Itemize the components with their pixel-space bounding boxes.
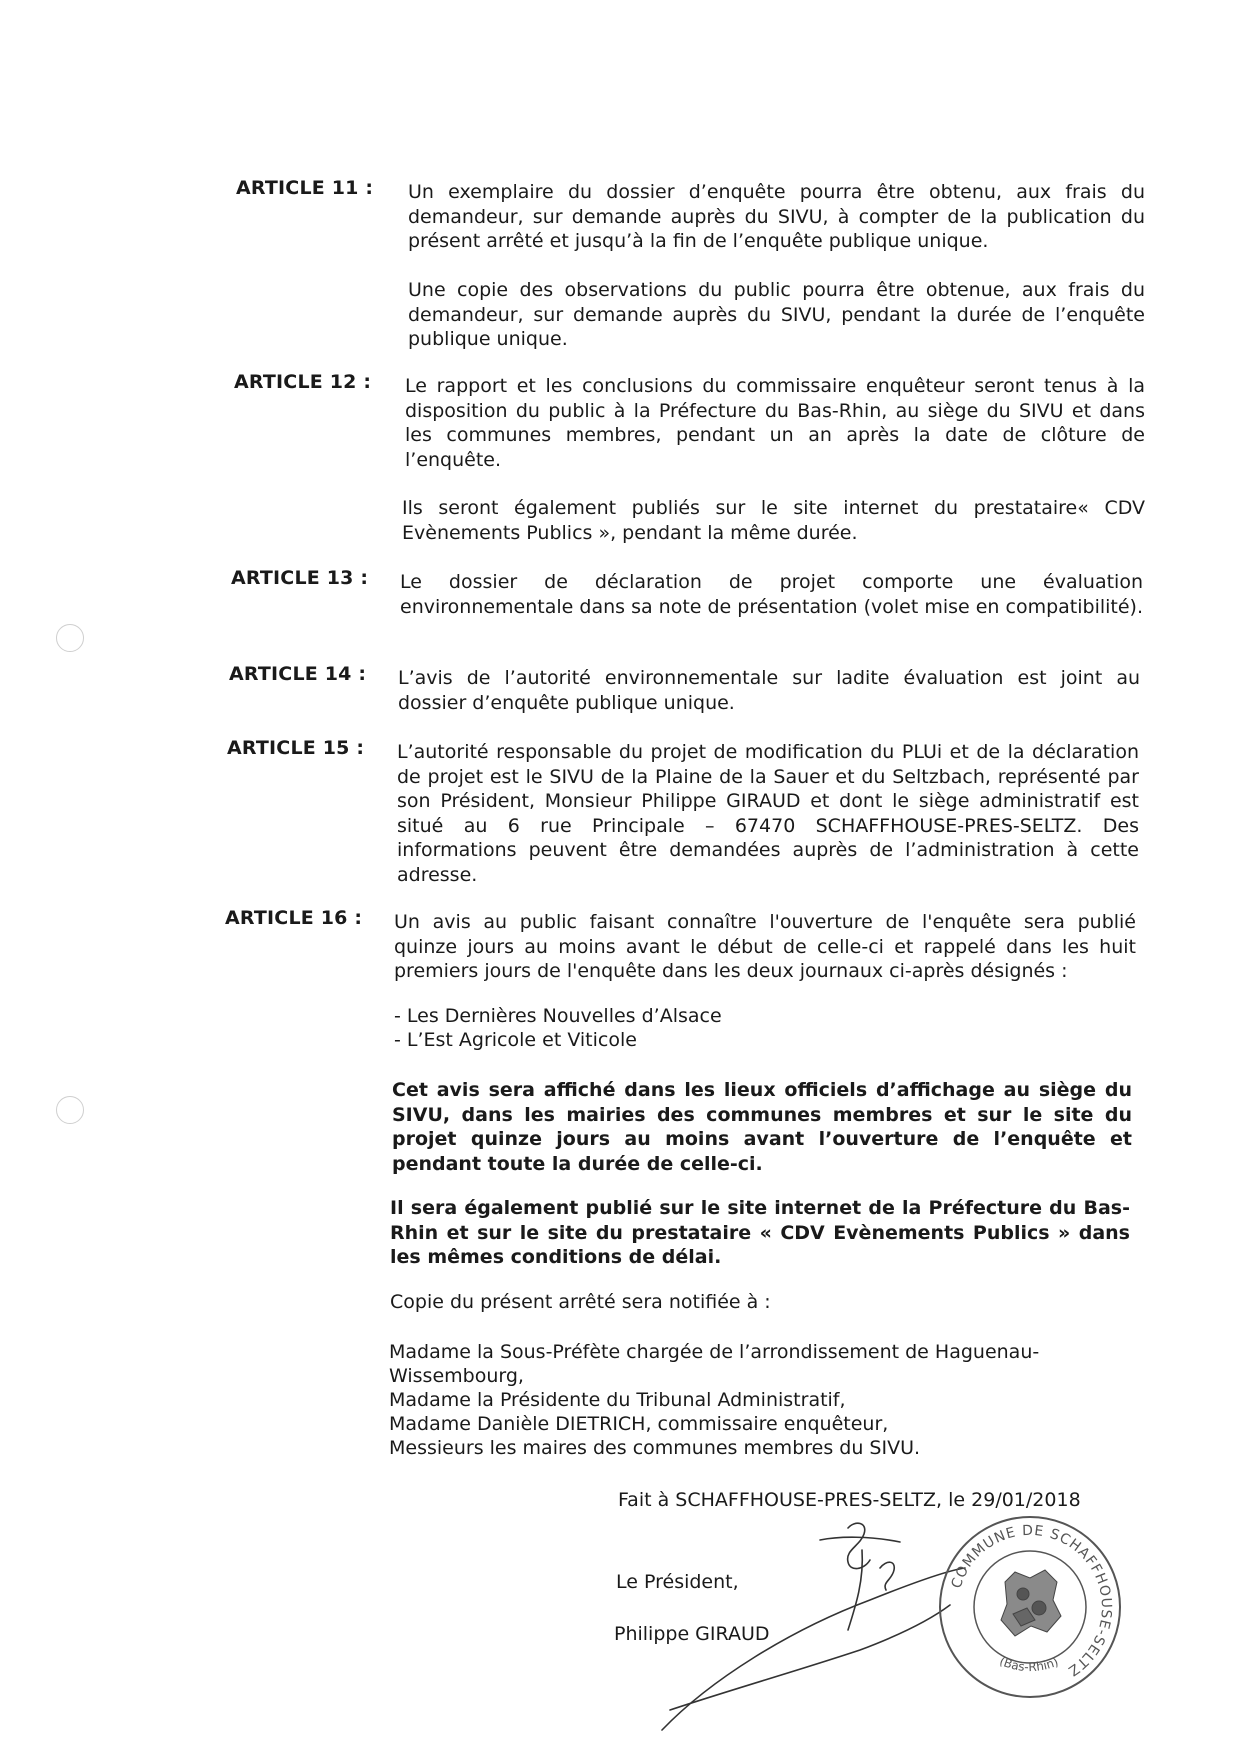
newspaper-item: - L’Est Agricole et Viticole (394, 1029, 637, 1051)
article-14-label: ARTICLE 14 : (229, 663, 367, 685)
article-16-paragraph-1: Un avis au public faisant connaître l'ouverture de l'enquête sera publié quinze jours au moins avant le début de celle-ci et rappelé dans les huit premiers jours de l'enquête dans les deux journaux ci-après désignés : (394, 911, 1136, 982)
article-11-paragraph-1: Un exemplaire du dossier d’enquête pourra être obtenu, aux frais du demandeur, sur demande auprès du SIVU, à compter de la publication du présent arrêté et jusqu’à la fin de l’enquête publique unique. (408, 181, 1145, 252)
recipient-line: Madame la Présidente du Tribunal Administratif, (389, 1389, 846, 1411)
recipient-line: Madame la Sous-Préfète chargée de l’arrondissement de Haguenau- (389, 1341, 1040, 1363)
article-11-label: ARTICLE 11 : (236, 177, 374, 199)
article-13-paragraph-1: Le dossier de déclaration de projet comporte une évaluation environnementale dans sa note de présentation (volet mise en compatibilité). (400, 571, 1144, 618)
article-12-label: ARTICLE 12 : (234, 371, 372, 393)
article-16-bold-paragraph-1: Cet avis sera affiché dans les lieux officiels d’affichage au siège du SIVU, dans les mairies des communes membres et sur le site du projet quinze jours au moins avant l’ouverture de l’enquête et pendant toute la durée de celle-ci. (392, 1079, 1132, 1175)
notification-intro: Copie du présent arrêté sera notifiée à : (390, 1291, 771, 1313)
recipient-line: Madame Danièle DIETRICH, commissaire enquêteur, (389, 1413, 889, 1435)
article-16-label: ARTICLE 16 : (225, 907, 363, 929)
article-11-paragraph-2: Une copie des observations du public pourra être obtenue, aux frais du demandeur, sur demande auprès du SIVU, pendant la durée de l’enquête publique unique. (408, 279, 1145, 350)
signatory-name: Philippe GIRAUD (614, 1623, 770, 1645)
punch-hole-top (56, 624, 84, 652)
recipient-line: Wissembourg, (389, 1365, 524, 1387)
handwritten-signature (650, 1510, 980, 1740)
article-13-label: ARTICLE 13 : (231, 567, 369, 589)
stamp-bottom-text: (Bas-Rhin) (997, 1653, 1061, 1675)
signatory-role: Le Président, (616, 1571, 739, 1593)
article-14-paragraph-1: L’avis de l’autorité environnementale sur ladite évaluation est joint au dossier d’enquête publique unique. (398, 667, 1140, 714)
municipal-stamp (935, 1512, 1125, 1702)
article-15-label: ARTICLE 15 : (227, 737, 365, 759)
recipient-line: Messieurs les maires des communes membres du SIVU. (389, 1437, 921, 1459)
article-15-paragraph-1: L’autorité responsable du projet de modification du PLUi et de la déclaration de projet est le SIVU de la Plaine de la Sauer et du Seltzbach, représenté par son Président, Monsieur Philippe GIRAUD et dont le siège administratif est situé au 6 rue Principale – 67470 SCHAFFHOUSE-PRES-SELTZ. Des informations peuvent être demandées auprès de l’administration à cette adresse. (397, 741, 1139, 886)
punch-hole-bottom (56, 1096, 84, 1124)
place-and-date: Fait à SCHAFFHOUSE-PRES-SELTZ, le 29/01/2018 (618, 1489, 1081, 1511)
article-16-bold-paragraph-2: Il sera également publié sur le site internet de la Préfecture du Bas-Rhin et sur le site du prestataire « CDV Evènements Publics » dans les mêmes conditions de délai. (390, 1197, 1130, 1268)
article-12-paragraph-2: Ils seront également publiés sur le site internet du prestataire« CDV Evènements Publics », pendant la même durée. (402, 497, 1145, 544)
stamp-ring-text: COMMUNE DE SCHAFFHOUSE-SELTZ (948, 1522, 1115, 1680)
newspaper-item: - Les Dernières Nouvelles d’Alsace (394, 1005, 722, 1027)
article-12-paragraph-1: Le rapport et les conclusions du commissaire enquêteur seront tenus à la disposition du public à la Préfecture du Bas-Rhin, au siège du SIVU et dans les communes membres, pendant un an après la date de clôture de l’enquête. (405, 375, 1145, 471)
